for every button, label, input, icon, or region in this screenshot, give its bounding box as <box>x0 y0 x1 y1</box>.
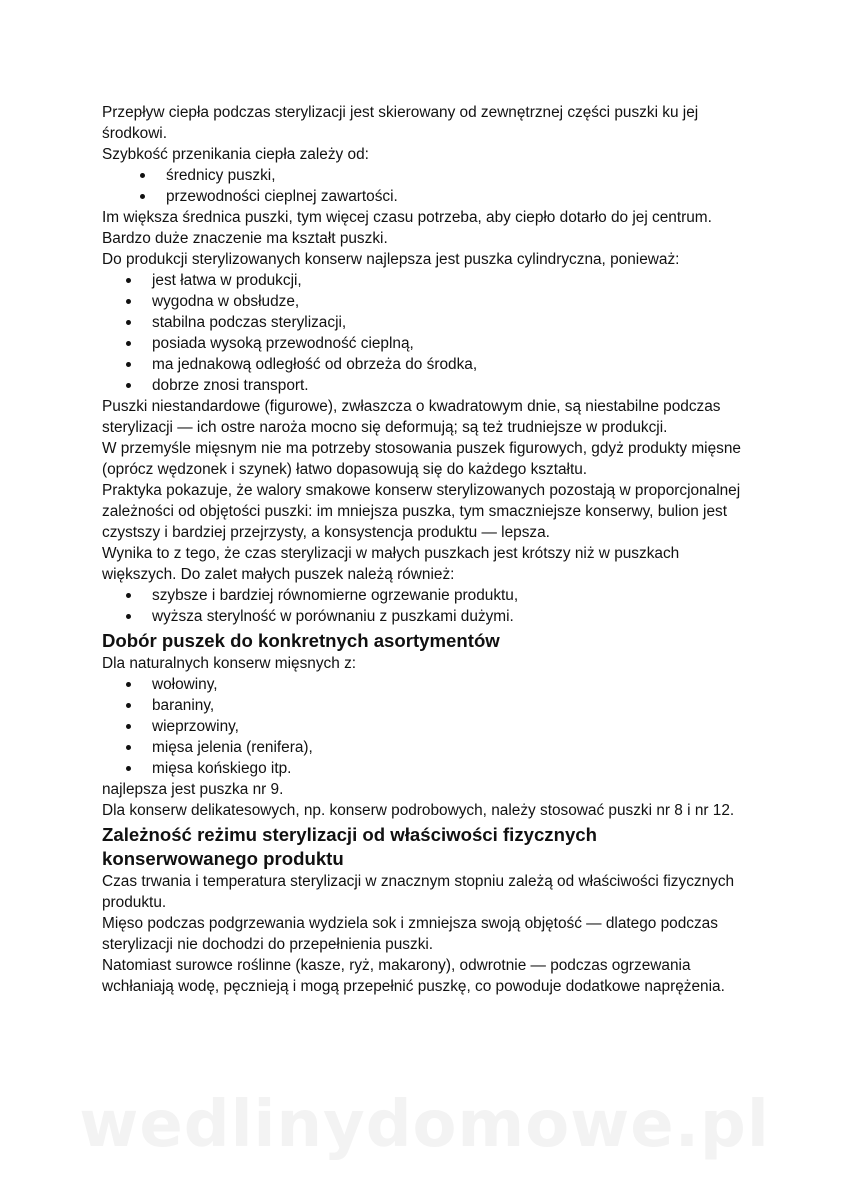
paragraph: Dla konserw delikatesowych, np. konserw podrobowych, należy stosować puszki nr 8 i nr 12. <box>102 802 735 819</box>
bullet-icon <box>126 703 131 708</box>
paragraph: Dla naturalnych konserw mięsnych z: <box>102 655 357 672</box>
bullet-icon <box>126 766 131 771</box>
list-item: dobrze znosi transport. <box>102 375 742 396</box>
bullet-icon <box>126 682 131 687</box>
cylinder-reasons-list <box>102 270 742 396</box>
list-item: średnicy puszki, <box>102 165 742 186</box>
section-heading: Dobór puszek do konkretnych asortymentów <box>102 630 500 651</box>
list-item: jest łatwa w produkcji, <box>102 270 742 291</box>
bullet-icon <box>126 383 131 388</box>
paragraph: Natomiast surowce roślinne (kasze, ryż, makarony), odwrotnie — podczas ogrzewania wchłaniają wodę, pęcznieją i mogą przepełnić puszkę, co powoduje dodatkowe naprężenia. <box>102 957 725 995</box>
bullet-icon <box>126 278 131 283</box>
paragraph: Do produkcji sterylizowanych konserw najlepsza jest puszka cylindryczna, ponieważ: <box>102 251 680 268</box>
list-item: wyższa sterylność w porównaniu z puszkami dużymi. <box>102 606 742 627</box>
bullet-icon <box>126 745 131 750</box>
bullet-icon <box>126 320 131 325</box>
list-item: ma jednakową odległość od obrzeża do środka, <box>102 354 742 375</box>
meats-list <box>102 674 742 779</box>
list-item: posiada wysoką przewodność cieplną, <box>102 333 742 354</box>
bullet-icon <box>126 614 131 619</box>
list-item: stabilna podczas sterylizacji, <box>102 312 742 333</box>
list-item: baraniny, <box>102 695 742 716</box>
list-item: szybsze i bardziej równomierne ogrzewanie produktu, <box>102 585 742 606</box>
bullet-icon <box>126 341 131 346</box>
bullet-icon <box>126 299 131 304</box>
bullet-icon <box>140 194 145 199</box>
paragraph: Wynika to z tego, że czas sterylizacji w małych puszkach jest krótszy niż w puszkach większych. Do zalet małych puszek należą również: <box>102 545 680 583</box>
paragraph: najlepsza jest puszka nr 9. <box>102 781 284 798</box>
paragraph: Bardzo duże znaczenie ma kształt puszki. <box>102 230 388 247</box>
paragraph: Puszki niestandardowe (figurowe), zwłaszcza o kwadratowym dnie, są niestabilne podczas sterylizacji — ich ostre naroża mocno się deformują; są też trudniejsze w produkcji. <box>102 398 721 436</box>
bullet-icon <box>126 593 131 598</box>
paragraph: Praktyka pokazuje, że walory smakowe konserw sterylizowanych pozostają w proporcjonalnej zależności od objętości puszki: im mniejsza puszka, tym smaczniejsze konserwy, bulion jest czystszy i bardziej przejrzysty, a konsystencja produktu — lepsza. <box>102 482 741 541</box>
paragraph: Przepływ ciepła podczas sterylizacji jest skierowany od zewnętrznej części puszki ku jej środkowi. <box>102 104 699 142</box>
paragraph: Im większa średnica puszki, tym więcej czasu potrzeba, aby ciepło dotarło do jej centrum. <box>102 209 712 226</box>
list-item: wieprzowiny, <box>102 716 742 737</box>
bullet-icon <box>126 724 131 729</box>
list-item: wołowiny, <box>102 674 742 695</box>
paragraph: W przemyśle mięsnym nie ma potrzeby stosowania puszek figurowych, gdyż produkty mięsne (oprócz wędzonek i szynek) łatwo dopasowują się do każdego kształtu. <box>102 440 741 478</box>
heat-factors-list <box>102 165 742 207</box>
paragraph: Mięso podczas podgrzewania wydziela sok i zmniejsza swoją objętość — dlatego podczas sterylizacji nie dochodzi do przepełnienia puszki. <box>102 915 718 953</box>
document-body <box>102 102 742 997</box>
list-item: wygodna w obsłudze, <box>102 291 742 312</box>
list-item: mięsa jelenia (renifera), <box>102 737 742 758</box>
list-item: mięsa końskiego itp. <box>102 758 742 779</box>
paragraph: Czas trwania i temperatura sterylizacji w znacznym stopniu zależą od właściwości fizycznych produktu. <box>102 873 735 911</box>
bullet-icon <box>126 362 131 367</box>
list-item: przewodności cieplnej zawartości. <box>102 186 742 207</box>
small-can-advantages-list <box>102 585 742 627</box>
paragraph: Szybkość przenikania ciepła zależy od: <box>102 146 369 163</box>
section-heading: Zależność reżimu sterylizacji od właściwości fizycznych konserwowanego produktu <box>102 824 597 869</box>
watermark: wedlinydomowe.pl <box>79 1088 770 1162</box>
bullet-icon <box>140 173 145 178</box>
